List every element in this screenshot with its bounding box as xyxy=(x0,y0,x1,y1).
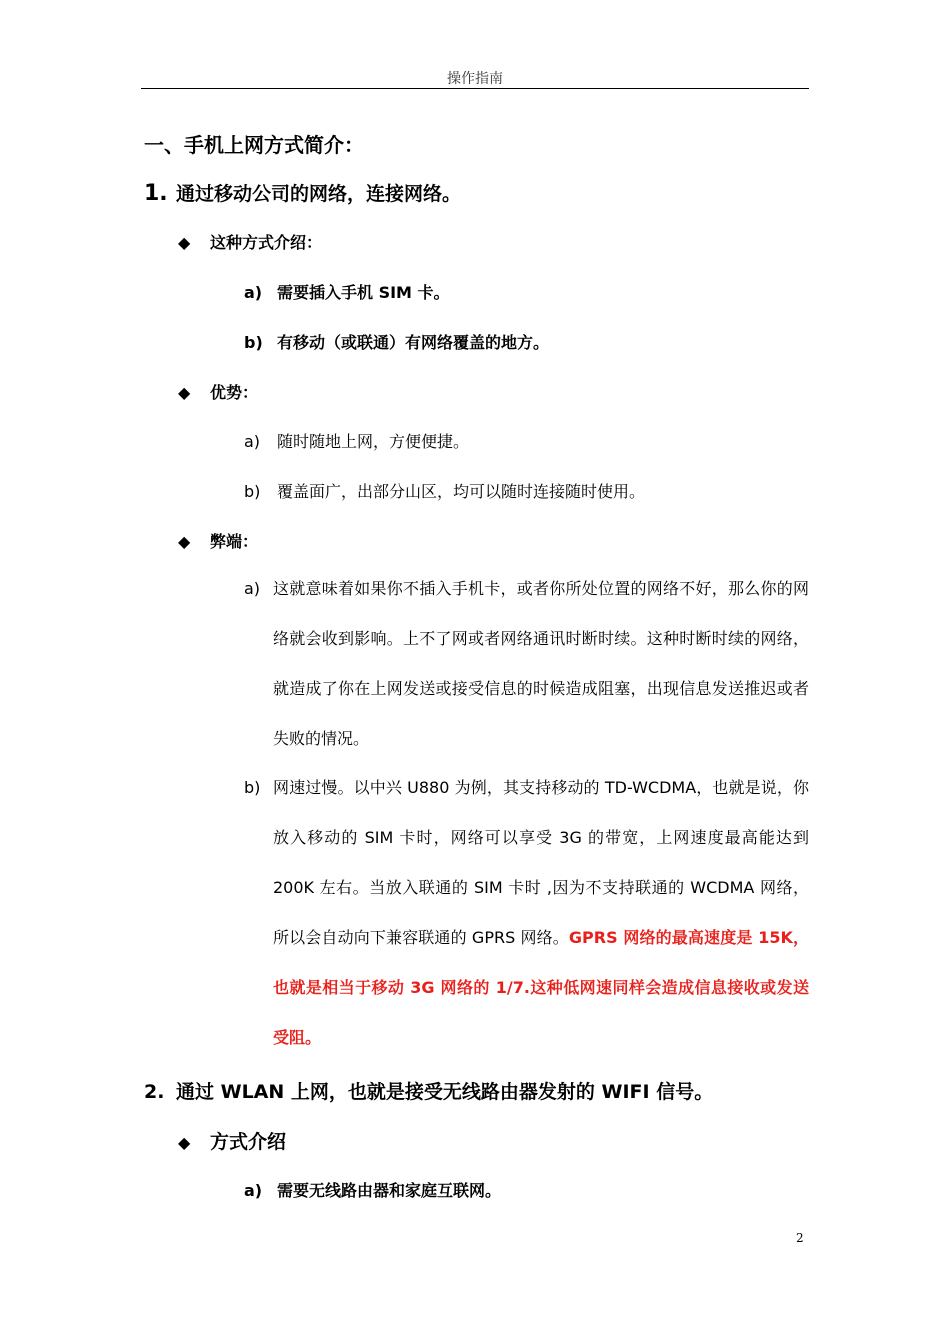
item-text: 需要插入手机 SIM 卡。 xyxy=(277,283,450,302)
item-text: 有移动（或联通）有网络覆盖的地方。 xyxy=(277,333,550,352)
item-label: a) xyxy=(244,432,261,451)
diamond-bullet-icon: ◆ xyxy=(178,1133,191,1152)
method-1-heading xyxy=(144,179,461,206)
item-label: a) xyxy=(244,579,261,598)
item-label: a) xyxy=(244,283,263,302)
drawbacks-heading xyxy=(178,529,258,552)
drawbacks-item-a xyxy=(244,564,809,764)
drawbacks-item-b xyxy=(244,763,809,1063)
item-text: 需要无线路由器和家庭互联网。 xyxy=(277,1181,502,1200)
drawbacks-heading-label: 弊端： xyxy=(210,532,259,551)
method-2-heading xyxy=(144,1077,713,1104)
item-text: 随时随地上网，方便便捷。 xyxy=(277,432,470,451)
highlighted-text: GPRS 网络的最高速度是 15K，也就是相当于移动 3G 网络的 1/7.这种低网速同样会造成信息接收或发送受阻。 xyxy=(273,928,809,1047)
advantages-item-a xyxy=(244,429,469,452)
method-2-title: 通过 WLAN 上网，也就是接受无线路由器发射的 WIFI 信号。 xyxy=(176,1081,714,1103)
intro-item-b xyxy=(244,330,549,353)
method-2-number: 2. xyxy=(144,1081,165,1103)
item-label: b) xyxy=(244,482,261,501)
intro-heading xyxy=(178,230,322,253)
diamond-bullet-icon: ◆ xyxy=(178,233,191,252)
intro-item-a xyxy=(244,280,450,303)
item-text: 覆盖面广，出部分山区，均可以随时连接随时使用。 xyxy=(277,482,646,501)
method-2-intro-heading xyxy=(178,1127,286,1154)
header-rule xyxy=(141,88,809,89)
page-header: 操作指南 xyxy=(447,71,503,87)
diamond-bullet-icon: ◆ xyxy=(178,532,191,551)
page-number: 2 xyxy=(796,1231,804,1245)
intro-heading-label: 这种方式介绍： xyxy=(210,233,323,252)
item-text: 网速过慢。以中兴 U880 为例，其支持移动的 TD-WCDMA，也就是说，你放入移动的 SIM 卡时，网络可以享受 3G 的带宽，上网速度最高能达到 200K 左右。当放入联通的 SIM 卡时 ,因为不支持联通的 WCDMA 网络，所以会自动向下兼容联通的 GPRS 网络。 xyxy=(273,778,809,947)
method-2-intro-heading-label: 方式介绍 xyxy=(210,1131,287,1153)
diamond-bullet-icon: ◆ xyxy=(178,383,191,402)
method-1-title: 通过移动公司的网络，连接网络。 xyxy=(176,183,462,205)
item-label: a) xyxy=(244,1181,263,1200)
item-text-block xyxy=(273,763,809,1063)
item-label: b) xyxy=(244,333,263,352)
item-label: b) xyxy=(244,778,261,797)
advantages-heading xyxy=(178,380,258,403)
advantages-item-b xyxy=(244,479,645,502)
method-1-number: 1. xyxy=(144,181,168,206)
method-2-intro-item-a xyxy=(244,1178,501,1201)
advantages-heading-label: 优势： xyxy=(210,383,259,402)
item-text: 这就意味着如果你不插入手机卡，或者你所处位置的网络不好，那么你的网络就会收到影响。上不了网或者网络通讯时断时续。这种时断时续的网络，就造成了你在上网发送或接受信息的时候造成阻塞，出现信息发送推迟或者失败的情况。 xyxy=(273,579,809,748)
section-title: 一、手机上网方式简介： xyxy=(144,133,364,157)
